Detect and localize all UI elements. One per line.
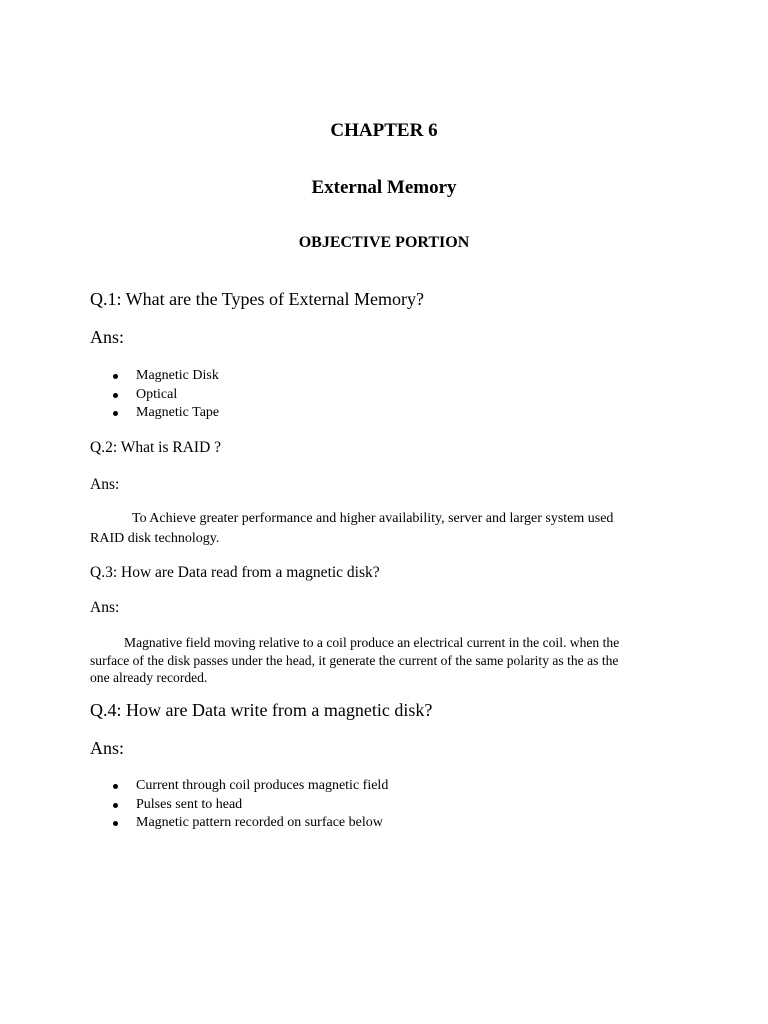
bullet-icon bbox=[113, 393, 118, 398]
list-item-text: Magnetic Tape bbox=[136, 405, 220, 420]
list-item bbox=[90, 814, 388, 833]
list-item bbox=[90, 796, 388, 815]
list-item-text: Optical bbox=[136, 386, 178, 402]
list-item-text: Magnetic Disk bbox=[136, 368, 219, 383]
list-item bbox=[90, 367, 219, 386]
bullet-icon bbox=[113, 803, 118, 808]
list-item bbox=[90, 404, 219, 423]
question-2: Q.2: What is RAID ? bbox=[90, 439, 222, 456]
bullet-icon bbox=[113, 784, 118, 789]
answer-1-label: Ans: bbox=[90, 327, 125, 347]
list-item-text: Pulses sent to head bbox=[136, 796, 243, 812]
answer-3-text bbox=[90, 634, 690, 687]
answer-2-label: Ans: bbox=[90, 476, 120, 493]
bullet-icon bbox=[113, 821, 118, 826]
answer-3-line-2: surface of the disk passes under the head, it generate the current of the same polarity as the as the bbox=[90, 652, 619, 668]
answer-2-line-2: RAID disk technology. bbox=[90, 531, 220, 546]
chapter-heading: CHAPTER 6 bbox=[330, 120, 438, 141]
question-3: Q.3: How are Data read from a magnetic disk? bbox=[90, 564, 380, 581]
bullet-icon bbox=[113, 374, 118, 379]
list-item-text: Current through coil produces magnetic field bbox=[136, 778, 389, 793]
answer-3-line-1: Magnative field moving relative to a coil produce an electrical current in the coil. when the bbox=[124, 635, 620, 650]
list-item bbox=[90, 386, 219, 405]
answer-1-list bbox=[90, 367, 219, 423]
section-heading: OBJECTIVE PORTION bbox=[298, 234, 470, 251]
question-4: Q.4: How are Data write from a magnetic disk? bbox=[90, 700, 433, 720]
answer-2-line-1: To Achieve greater performance and higher availability, server and larger system used bbox=[132, 511, 614, 526]
list-item bbox=[90, 777, 388, 796]
answer-3-label: Ans: bbox=[90, 599, 120, 616]
answer-3-line-3: one already recorded. bbox=[90, 670, 208, 685]
chapter-title: External Memory bbox=[311, 177, 457, 198]
answer-4-label: Ans: bbox=[90, 738, 125, 758]
list-item-text: Magnetic pattern recorded on surface below bbox=[136, 815, 383, 830]
answer-2-text bbox=[90, 510, 690, 548]
answer-4-list bbox=[90, 777, 388, 833]
question-1: Q.1: What are the Types of External Memory? bbox=[90, 289, 424, 309]
bullet-icon bbox=[113, 411, 118, 416]
